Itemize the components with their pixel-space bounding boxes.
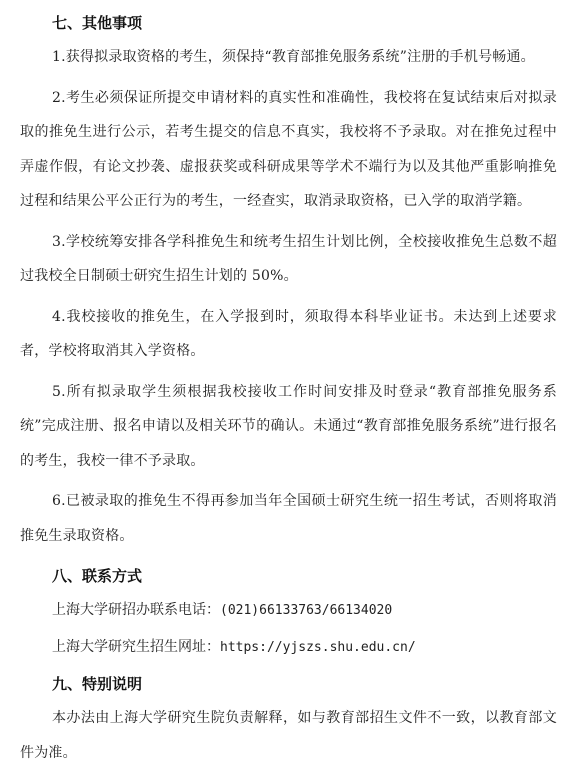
contact-website-link[interactable]: https://yjszs.shu.edu.cn/ <box>220 640 416 655</box>
paragraph-item-4: 4.我校接收的推免生，在入学报到时，须取得本科毕业证书。未达到上述要求者，学校将取消其入学资格。 <box>20 308 557 359</box>
paragraph-item-1: 1.获得拟录取资格的考生，须保持“教育部推免服务系统”注册的手机号畅通。 <box>52 49 535 65</box>
contact-phone-value: (021)66133763/66134020 <box>220 603 393 618</box>
paragraph-item-6: 6.已被录取的推免生不得再参加当年全国硕士研究生统一招生考试，否则将取消推免生录取资格。 <box>20 493 557 544</box>
contact-phone-line <box>20 593 557 628</box>
contact-website-line <box>20 630 557 665</box>
section-heading-contact: 八、联系方式 <box>52 567 143 585</box>
paragraph-item-5: 5.所有拟录取学生须根据我校接收工作时间安排及时登录“教育部推免服务系统”完成注册、报名申请以及相关环节的确认。未通过“教育部推免服务系统”进行报名的考生，我校一律不予录取。 <box>20 383 557 469</box>
section-heading-other-matters: 七、其他事项 <box>52 14 143 32</box>
paragraph-item-2: 2.考生必须保证所提交申请材料的真实性和准确性，我校将在复试结束后对拟录取的推免生进行公示，若考生提交的信息不真实，我校将不予录取。对在推免过程中弄虚作假，有论文抄袭、虚报获奖或科研成果等学术不端行为以及其他严重影响推免过程和结果公平公正行为的考生，一经查实，取消录取资格，已入学的取消学籍。 <box>20 89 557 209</box>
paragraph-item-3: 3.学校统筹安排各学科推免生和统考生招生计划比例，全校接收推免生总数不超过我校全日制硕士研究生招生计划的 50%。 <box>20 233 557 284</box>
contact-phone-label: 上海大学研招办联系电话： <box>52 602 220 618</box>
section-heading-special-notes: 九、特别说明 <box>52 675 143 693</box>
contact-website-label: 上海大学研究生招生网址： <box>52 639 220 655</box>
paragraph-special-note: 本办法由上海大学研究生院负责解释，如与教育部招生文件不一致，以教育部文件为准。 <box>20 710 557 761</box>
